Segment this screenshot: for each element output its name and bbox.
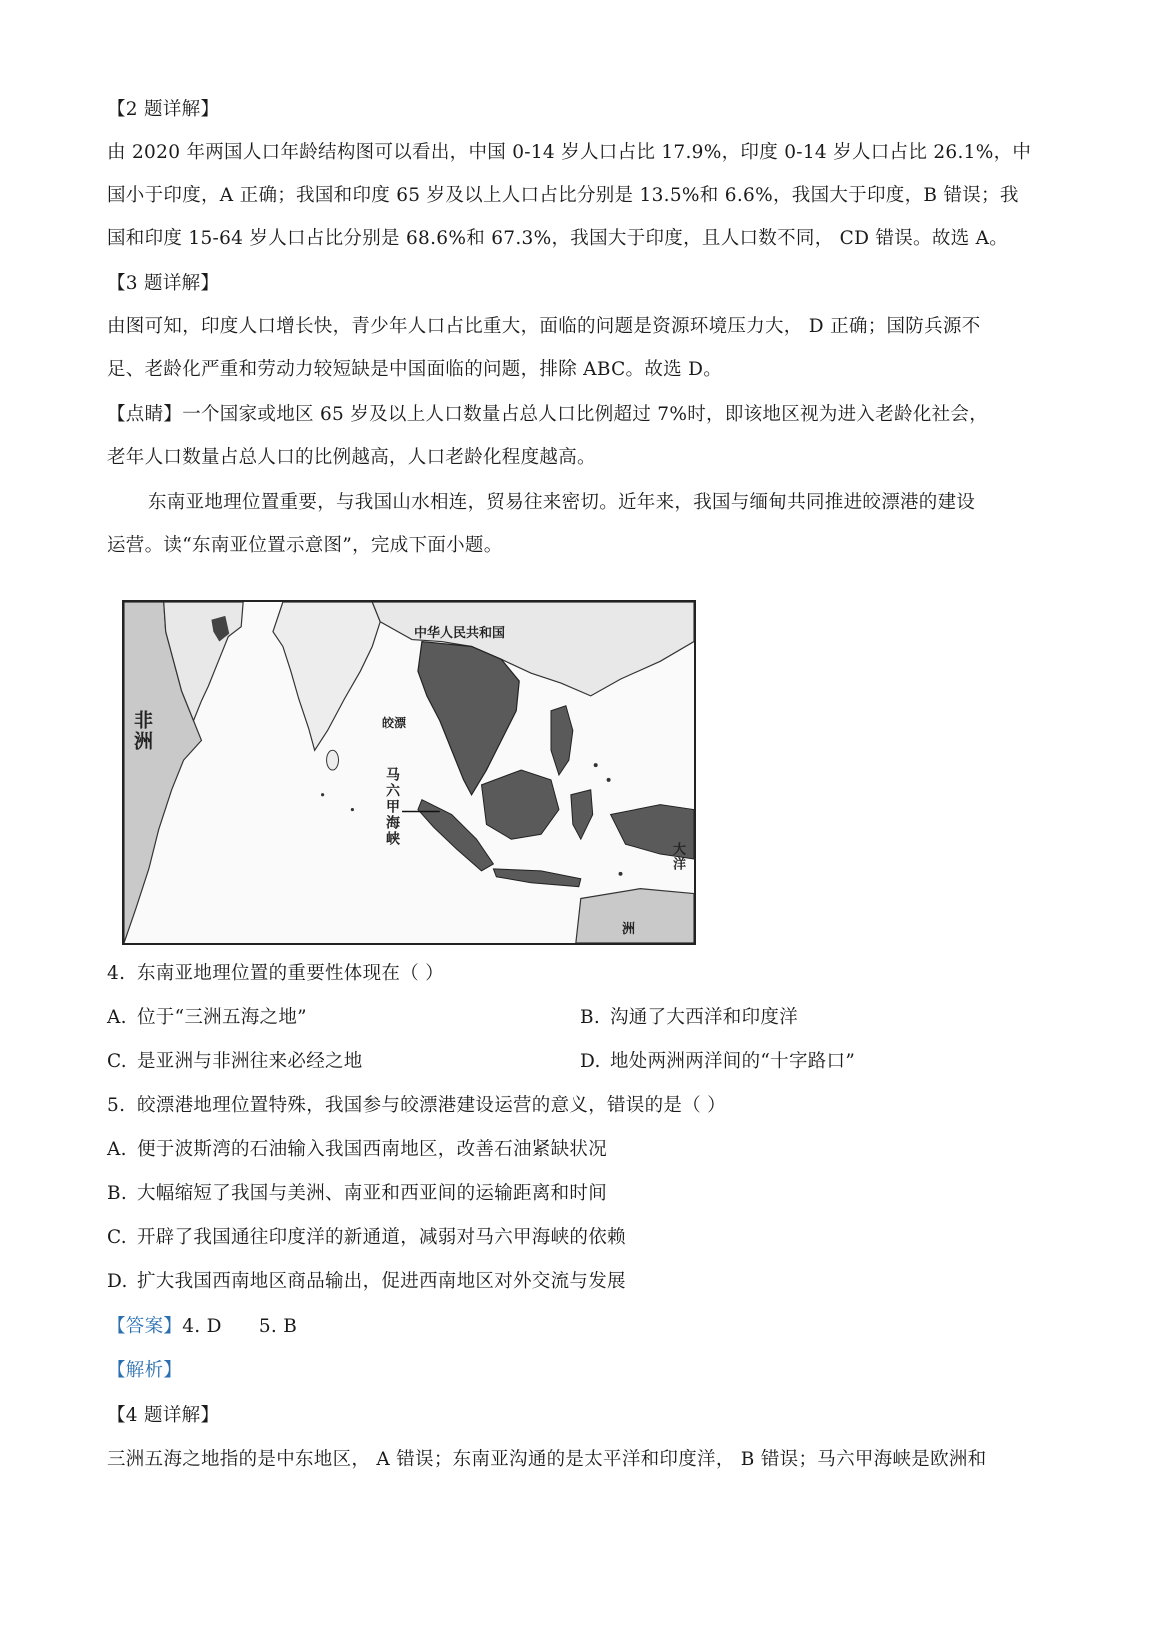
question-5-option-b xyxy=(107,1182,607,1206)
option-text: 扩大我国西南地区商品输出，促进西南地区对外交流与发展 xyxy=(137,1271,626,1292)
map-label-china: 中华人民共和国 xyxy=(414,626,506,641)
section-4-heading: 【4 题详解】 xyxy=(107,1405,220,1426)
island-dot xyxy=(351,808,354,811)
map-label-oceania-part2: 洲 xyxy=(622,922,636,937)
section-2-line-1: 由 2020 年两国人口年龄结构图可以看出，中国 0-14 岁人口占比 17.9%，印度 0-14 岁人口占比 26.1%，中 xyxy=(107,142,1032,163)
question-5-option-d xyxy=(107,1270,626,1294)
option-text: 位于“三洲五海之地” xyxy=(137,1007,307,1028)
island-dot xyxy=(594,763,598,767)
question-4-option-b xyxy=(580,1006,798,1030)
question-5 xyxy=(107,1094,726,1118)
sulawesi-island xyxy=(571,790,593,839)
island-dot xyxy=(607,778,611,782)
section-2-line-3: 国和印度 15-64 岁人口占比分别是 68.6%和 67.3%，我国大于印度，且人口数不同， CD 错误。故选 A。 xyxy=(107,228,1009,249)
note-line-1: 【点睛】一个国家或地区 65 岁及以上人口数量占总人口比例超过 7%时，即该地区视为进入老龄化社会， xyxy=(107,404,989,425)
intro-line-2: 运营。读“东南亚位置示意图”，完成下面小题。 xyxy=(107,535,503,556)
option-letter: C. xyxy=(107,1227,127,1248)
southeast-asia-map xyxy=(122,600,696,945)
question-4-number: 4. xyxy=(107,963,126,984)
option-letter: C. xyxy=(107,1051,127,1072)
section-2-line-2: 国小于印度，A 正确；我国和印度 65 岁及以上人口占比分别是 13.5%和 6.6%，我国大于印度，B 错误；我 xyxy=(107,185,1019,206)
island-dot xyxy=(321,793,324,796)
sri-lanka xyxy=(327,750,339,770)
question-4-option-c xyxy=(107,1050,363,1074)
option-letter: D. xyxy=(107,1271,128,1292)
option-text: 大幅缩短了我国与美洲、南亚和西亚间的运输距离和时间 xyxy=(137,1183,608,1204)
answer-label: 【答案】 xyxy=(107,1316,183,1337)
borneo-island xyxy=(481,770,558,839)
map-label-kyaukpyu: 皎漂 xyxy=(382,716,407,730)
map-label-oceania-part1: 大洋 xyxy=(670,842,685,872)
island-dot xyxy=(619,872,623,876)
map-label-malacca: 马六甲海峡 xyxy=(384,767,400,847)
sumatra-island xyxy=(418,800,493,871)
question-4-stem: 东南亚地理位置的重要性体现在（ ） xyxy=(137,963,444,984)
philippines-islands xyxy=(551,706,573,775)
java-island xyxy=(493,869,580,887)
section-3-line-2: 足、老龄化严重和劳动力较短缺是中国面临的问题，排除 ABC。故选 D。 xyxy=(107,359,723,380)
option-letter: A. xyxy=(107,1007,127,1028)
option-letter: D. xyxy=(580,1051,601,1072)
option-text: 便于波斯湾的石油输入我国西南地区，改善石油紧缺状况 xyxy=(137,1139,608,1160)
option-text: 地处两洲两洋间的“十字路口” xyxy=(610,1051,856,1072)
option-letter: A. xyxy=(107,1139,127,1160)
option-text: 沟通了大西洋和印度洋 xyxy=(610,1007,799,1028)
section-2-heading: 【2 题详解】 xyxy=(107,99,220,120)
question-5-option-c xyxy=(107,1226,626,1250)
section-3-line-1: 由图可知，印度人口增长快，青少年人口占比重大，面临的问题是资源环境压力大， D 正确；国防兵源不 xyxy=(107,316,981,337)
question-5-number: 5. xyxy=(107,1095,126,1116)
question-5-option-a xyxy=(107,1138,607,1162)
question-4-option-d xyxy=(580,1050,855,1074)
analysis-label: 【解析】 xyxy=(107,1360,183,1381)
answer-line xyxy=(107,1315,297,1339)
indochina-landmass xyxy=(418,642,519,795)
section-4-line-1: 三洲五海之地指的是中东地区， A 错误；东南亚沟通的是太平洋和印度洋， B 错误；马六甲海峡是欧洲和 xyxy=(107,1449,987,1470)
option-text: 开辟了我国通往印度洋的新通道，减弱对马六甲海峡的依赖 xyxy=(137,1227,626,1248)
question-4-option-a xyxy=(107,1006,307,1030)
answer-text: 4. D 5. B xyxy=(182,1316,298,1337)
india-landmass xyxy=(273,602,380,750)
question-5-stem: 皎漂港地理位置特殊，我国参与皎漂港建设运营的意义，错误的是（ ） xyxy=(137,1095,726,1116)
option-letter: B. xyxy=(580,1007,601,1028)
note-line-2: 老年人口数量占总人口的比例越高，人口老龄化程度越高。 xyxy=(107,447,596,468)
map-label-africa: 非洲 xyxy=(128,707,157,755)
intro-line-1: 东南亚地理位置重要，与我国山水相连，贸易往来密切。近年来，我国与缅甸共同推进皎漂港的建设 xyxy=(148,492,976,513)
map-graphic xyxy=(124,602,694,943)
option-letter: B. xyxy=(107,1183,128,1204)
option-text: 是亚洲与非洲往来必经之地 xyxy=(137,1051,363,1072)
section-3-heading: 【3 题详解】 xyxy=(107,273,220,294)
question-4 xyxy=(107,962,444,986)
